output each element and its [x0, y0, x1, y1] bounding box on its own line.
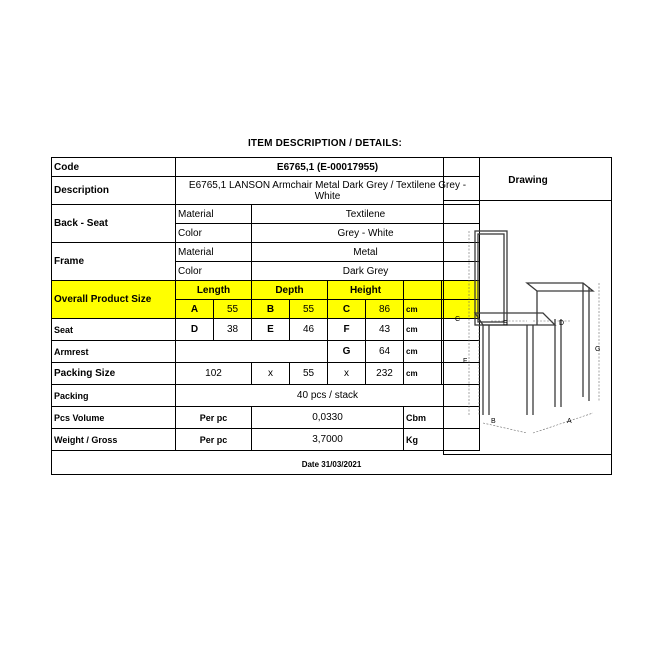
volume-unit: Cbm: [404, 407, 480, 429]
weight-label: Weight / Gross: [52, 429, 176, 451]
dim-d-value: 38: [214, 319, 252, 341]
back-seat-color: Grey - White: [252, 224, 480, 243]
frame-label: Frame: [52, 243, 176, 281]
packing-size-label: Packing Size: [52, 363, 176, 385]
drawing-letter-b: B: [491, 418, 496, 425]
dim-f-value: 43: [366, 319, 404, 341]
packing-value: 40 pcs / stack: [176, 385, 480, 407]
description-label: Description: [52, 177, 176, 205]
frame-material-label: Material: [176, 243, 252, 262]
armrest-unit: cm: [404, 341, 442, 363]
packing-size-x1: x: [252, 363, 290, 385]
drawing-letter-f: F: [463, 358, 468, 365]
packing-size-unit: cm: [404, 363, 442, 385]
details-table: [51, 157, 480, 451]
dim-g-value: 64: [366, 341, 404, 363]
weight-value: 3,7000: [252, 429, 404, 451]
back-seat-color-label: Color: [176, 224, 252, 243]
packing-label: Packing: [52, 385, 176, 407]
dim-e-value: 46: [290, 319, 328, 341]
seat-unit: cm: [404, 319, 442, 341]
depth-header: Depth: [252, 281, 328, 300]
frame-color: Dark Grey: [252, 262, 480, 281]
frame-material: Metal: [252, 243, 480, 262]
dim-c-value: 86: [366, 300, 404, 319]
length-header: Length: [176, 281, 252, 300]
drawing-letter-e: E: [503, 320, 508, 327]
armchair-drawing: [443, 201, 612, 455]
date-footer: Date 31/03/2021: [301, 460, 362, 469]
volume-label: Pcs Volume: [52, 407, 176, 429]
weight-unit: Kg: [404, 429, 480, 451]
frame-color-label: Color: [176, 262, 252, 281]
dim-a-letter: A: [176, 300, 214, 319]
drawing-letter-a: A: [567, 418, 572, 425]
dim-a-value: 55: [214, 300, 252, 319]
overall-size-label: Overall Product Size: [52, 281, 176, 319]
back-seat-material-label: Material: [176, 205, 252, 224]
dim-b-letter: B: [252, 300, 290, 319]
dim-g-letter: G: [328, 341, 366, 363]
packing-size-v3: 232: [366, 363, 404, 385]
drawing-letter-c: C: [455, 316, 461, 323]
packing-size-x2: x: [328, 363, 366, 385]
packing-size-v2: 55: [290, 363, 328, 385]
code-value: E6765,1 (E-00017955): [176, 158, 480, 177]
volume-value: 0,0330: [252, 407, 404, 429]
drawing-letter-d: D: [559, 320, 565, 327]
description-value: E6765,1 LANSON Armchair Metal Dark Grey / Textilene Grey - White: [176, 177, 480, 205]
drawing-letter-g: G: [595, 346, 601, 353]
dim-d-letter: D: [176, 319, 214, 341]
dim-f-letter: F: [328, 319, 366, 341]
dim-c-letter: C: [328, 300, 366, 319]
weight-per: Per pc: [176, 429, 252, 451]
volume-per: Per pc: [176, 407, 252, 429]
drawing-header: Drawing: [443, 157, 612, 201]
dim-b-value: 55: [290, 300, 328, 319]
packing-size-v1: 102: [176, 363, 252, 385]
code-label: Code: [52, 158, 176, 177]
overall-unit: cm: [404, 300, 442, 319]
dim-e-letter: E: [252, 319, 290, 341]
back-seat-material: Textilene: [252, 205, 480, 224]
armrest-label: Armrest: [52, 341, 176, 363]
seat-label: Seat: [52, 319, 176, 341]
back-seat-label: Back - Seat: [52, 205, 176, 243]
height-header: Height: [328, 281, 404, 300]
page-title: ITEM DESCRIPTION / DETAILS:: [247, 138, 403, 149]
